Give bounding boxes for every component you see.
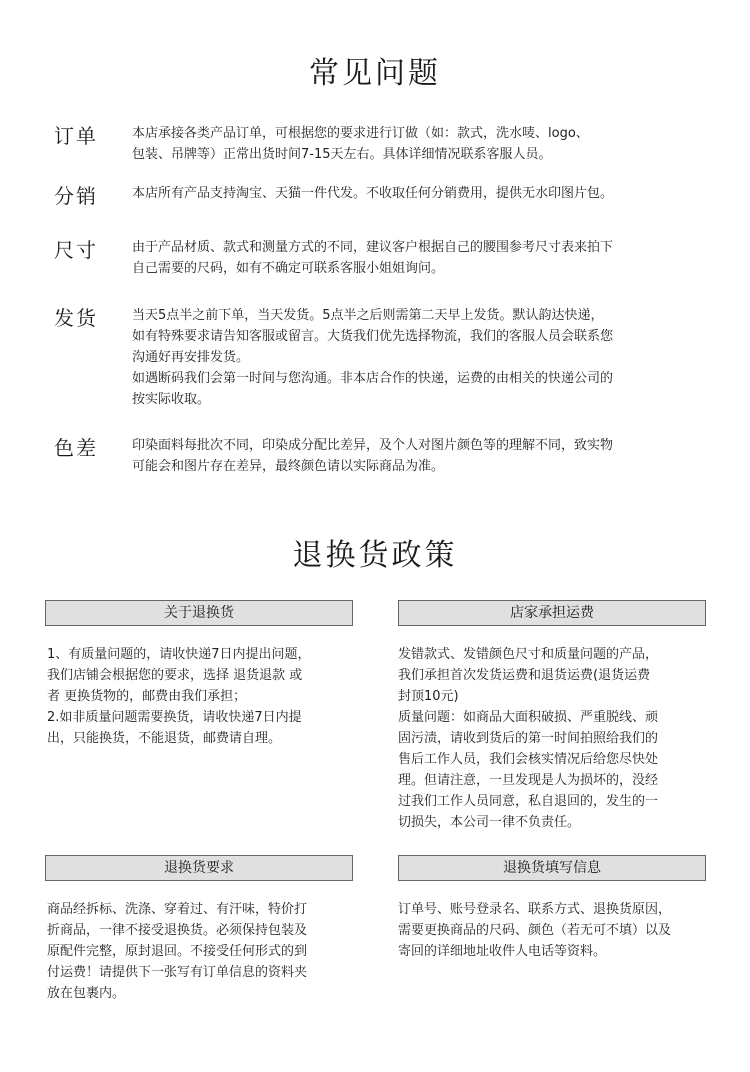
- section-body-shipping-cost: [398, 644, 718, 833]
- faq-text: [132, 435, 712, 477]
- section-body-return-form-info: [398, 899, 728, 962]
- faq-title: 常见问题: [309, 56, 441, 91]
- faq-line: 由于产品材质、款式和测量方式的不同，建议客户根据自己的腰围参考尺寸表来拍下: [132, 240, 614, 255]
- policy-title: 退换货政策: [292, 538, 458, 573]
- faq-text: [132, 237, 712, 279]
- section-line: 1、有质量问题的，请收快递7日内提出问题，: [47, 647, 311, 662]
- section-line: 寄回的详细地址收件人电话等资料。: [398, 944, 607, 959]
- section-line: 封顶10元): [398, 689, 459, 704]
- section-header-shipping-cost: 店家承担运费: [398, 600, 706, 626]
- section-line: 订单号、账号登录名、联系方式、退换货原因，: [398, 902, 672, 917]
- section-line: 出，只能换货，不能退货，邮费请自理。: [47, 731, 282, 746]
- faq-line: 按实际收取。: [132, 392, 211, 407]
- faq-line: 包装、吊牌等）正常出货时间7-15天左右。具体详细情况联系客服人员。: [132, 147, 552, 162]
- section-line: 原配件完整，原封退回。不接受任何形式的到: [47, 944, 308, 959]
- section-line: 折商品，一律不接受退换货。必须保持包装及: [47, 923, 308, 938]
- section-header-return-form-info: 退换货填写信息: [398, 855, 706, 881]
- section-line: 我们承担首次发货运费和退货运费(退货运费: [398, 668, 651, 683]
- section-line: 质量问题：如商品大面积破损、严重脱线、顽: [398, 710, 659, 725]
- faq-line: 自己需要的尺码，如有不确定可联系客服小姐姐询问。: [132, 261, 445, 276]
- section-line: 放在包裹内。: [47, 986, 126, 1001]
- faq-label: 分销: [54, 184, 98, 208]
- faq-line: 印染面料每批次不同，印染成分配比差异，及个人对图片颜色等的理解不同，致实物: [132, 438, 614, 453]
- faq-text: [132, 305, 712, 410]
- faq-line: 如有特殊要求请告知客服或留言。大货我们优先选择物流，我们的客服人员会联系您: [132, 329, 614, 344]
- faq-line: 本店承接各类产品订单，可根据您的要求进行订做（如：款式，洗水唛、logo、: [132, 126, 589, 141]
- faq-label: 尺寸: [54, 238, 98, 262]
- section-line: 过我们工作人员同意，私自退回的，发生的一: [398, 794, 659, 809]
- section-line: 我们店铺会根据您的要求，选择 退货退款 或: [47, 668, 303, 683]
- faq-line: 如遇断码我们会第一时间与您沟通。非本店合作的快递，运费的由相关的快递公司的: [132, 371, 614, 386]
- section-line: 发错款式、发错颜色尺寸和质量问题的产品，: [398, 647, 659, 662]
- section-line: 固污渍，请收到货后的第一时间拍照给我们的: [398, 731, 659, 746]
- section-line: 售后工作人员，我们会核实情况后给您尽快处: [398, 752, 659, 767]
- section-body-return-requirements: [47, 899, 357, 1004]
- section-line: 需要更换商品的尺码、颜色（若无可不填）以及: [398, 923, 672, 938]
- faq-line: 当天5点半之前下单，当天发货。5点半之后则需第二天早上发货。默认韵达快递，: [132, 308, 604, 323]
- section-line: 2.如非质量问题需要换货，请收快递7日内提: [47, 710, 302, 725]
- section-line: 者 更换货物的，邮费由我们承担；: [47, 689, 247, 704]
- section-line: 商品经拆标、洗涤、穿着过、有汗味，特价打: [47, 902, 308, 917]
- section-header-return-requirements: 退换货要求: [45, 855, 353, 881]
- section-body-return-info: [47, 644, 357, 749]
- section-line: 理。但请注意，一旦发现是人为损坏的，没经: [398, 773, 659, 788]
- faq-text: [132, 123, 712, 165]
- faq-line: 沟通好再安排发货。: [132, 350, 250, 365]
- section-line: 切损失，本公司一律不负责任。: [398, 815, 581, 830]
- faq-label: 色差: [54, 436, 98, 460]
- faq-line: 本店所有产品支持淘宝、天猫一件代发。不收取任何分销费用，提供无水印图片包。: [132, 186, 614, 201]
- faq-label: 发货: [54, 306, 98, 330]
- faq-line: 可能会和图片存在差异，最终颜色请以实际商品为准。: [132, 459, 445, 474]
- faq-text: [132, 183, 712, 204]
- section-line: 付运费！请提供下一张写有订单信息的资料夹: [47, 965, 308, 980]
- faq-label: 订单: [54, 124, 98, 148]
- section-header-return-info: 关于退换货: [45, 600, 353, 626]
